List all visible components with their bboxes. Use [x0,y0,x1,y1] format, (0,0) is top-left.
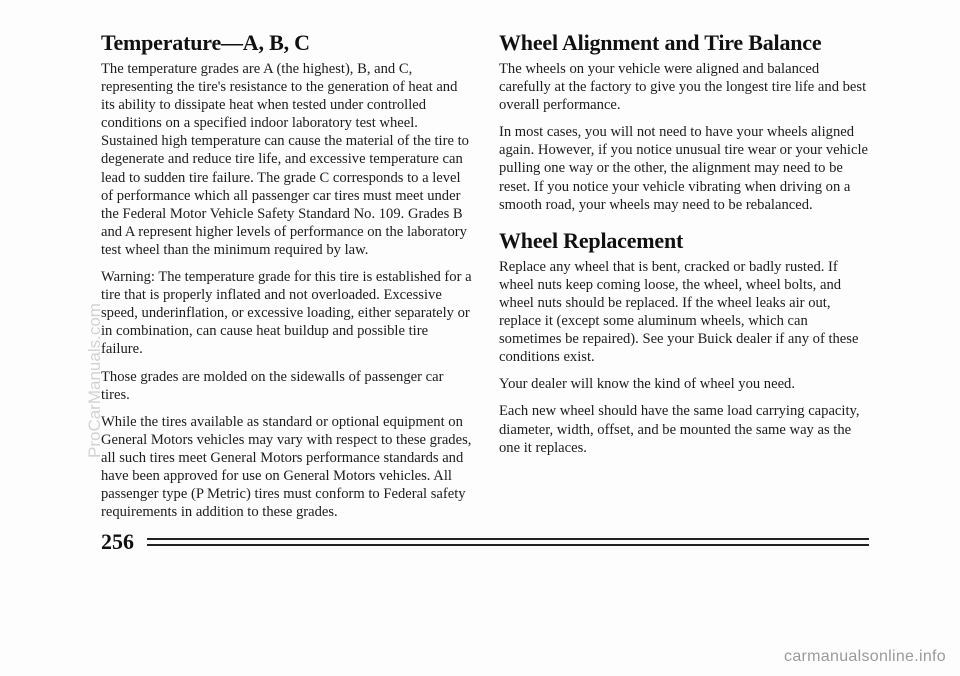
wheel-replacement-paragraph-3: Each new wheel should have the same load carrying capacity, diameter, width, offset, and be mounted the same way as the one it replaces. [499,403,860,456]
page-number: 256 [101,529,134,554]
wheel-replacement-paragraph-2: Your dealer will know the kind of wheel you need. [499,376,796,393]
left-column [101,30,473,530]
temperature-paragraph-3: Those grades are molded on the sidewalls of passenger car tires. [101,368,444,403]
wheel-alignment-paragraph-2: In most cases, you will not need to have your wheels aligned again. However, if you notice unusual tire wear or your vehicle pulling one way or the other, the alignment may need to be reset. If you notice your vehicle vibrating when driving on a smooth road, your wheels may need to be rebalanced. [499,124,868,213]
footer-rule-top [147,538,869,540]
wheel-alignment-paragraph-1: The wheels on your vehicle were aligned and balanced carefully at the factory to give you the longest tire life and best overall performance. [499,61,867,114]
temperature-warning-paragraph: Warning: The temperature grade for this tire is established for a tire that is properly inflated and not overloaded. Excessive speed, underinflation, or excessive loading, either separately or in combination, can cause heat buildup and possible tire failure. [101,269,472,358]
temperature-paragraph-1: The temperature grades are A (the highest), B, and C, representing the tire's resistance to the generation of heat and its ability to dissipate heat when tested under controlled conditions on a specified indoor laboratory test wheel. Sustained high temperature can cause the material of the tire to degenerate and reduce tire life, and excessive temperature can lead to sudden tire failure. The grade C corresponds to a level of performance which all passenger car tires must meet under the Federal Motor Vehicle Safety Standard No. 109. Grades B and A represent higher levels of performance on the laboratory test wheel than the minimum required by law. [101,61,469,258]
site-watermark: carmanualsonline.info [784,648,946,665]
wheel-replacement-paragraph-1: Replace any wheel that is bent, cracked or badly rusted. If wheel nuts keep coming loose, the wheel, wheel bolts, and wheel nuts should be replaced. If the wheel leaks air out, replace it (except some aluminum wheels, which can sometimes be repaired). See your Buick dealer if any of these conditions exist. [499,258,859,366]
right-column [499,30,869,466]
page-footer [101,529,869,559]
wheel-alignment-heading: Wheel Alignment and Tire Balance [499,30,822,55]
temperature-heading: Temperature—A, B, C [101,30,310,55]
wheel-replacement-heading: Wheel Replacement [499,227,684,253]
side-watermark [82,210,104,460]
temperature-paragraph-4: While the tires available as standard or optional equipment on General Motors vehicles may vary with respect to these grades, all such tires meet General Motors performance standards and have been approved for use on General Motors vehicles. All passenger type (P Metric) tires must conform to Federal safety requirements in addition to these grades. [101,413,472,521]
side-watermark-text: ProCarManuals.com [85,303,104,458]
footer-rule-bottom [147,544,869,546]
